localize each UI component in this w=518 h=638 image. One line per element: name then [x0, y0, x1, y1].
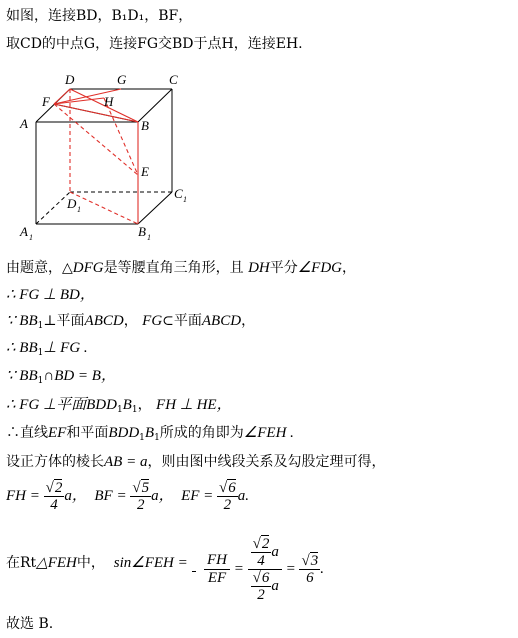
proof-line-6: ∴ FG ⊥平面$BDD_1B_1$， FH ⊥ HE， — [6, 397, 232, 415]
label-D: D — [65, 72, 75, 87]
label-A: A — [20, 116, 28, 131]
proof-line-7: ∴直线EF和平面$BDD_1B_1$所成的角即为∠FEH . — [6, 425, 294, 443]
edge-B1-C1 — [138, 192, 172, 224]
label-C: C — [169, 72, 178, 87]
seg-F-B — [54, 104, 138, 122]
label-D1: D — [67, 196, 77, 211]
label-B1-sub: 1 — [147, 233, 151, 242]
intro-line-2: 取CD的中点G，连接FG交BD于点H，连接EH. — [6, 36, 303, 52]
label-D1-sub: 1 — [77, 205, 81, 214]
label-A1: A — [20, 224, 28, 239]
conclusion-line: 故选 B. — [6, 616, 54, 632]
fraction-ef: $\frac{√6}{2}$ — [219, 480, 236, 514]
label-B: B — [141, 118, 149, 133]
label-A1-sub: 1 — [29, 233, 33, 242]
label-C1: C — [174, 186, 183, 201]
cube-figure — [14, 70, 214, 242]
fraction-fh: $\frac{√2}{4}$ — [45, 480, 63, 514]
intro-line-1: 如图，连接BD，B₁D₁，BF， — [6, 8, 193, 24]
lengths-line: FH = $\frac{√2}{4}$ a， BF = $\frac{√5}{2}$ a， EF = $\frac{√6}{2}$ a. — [6, 480, 250, 514]
label-C1-sub: 1 — [183, 195, 187, 204]
fraction-fh-over-ef — [192, 555, 196, 572]
label-H: H — [104, 94, 114, 109]
label-F: F — [42, 94, 50, 109]
seg-F-E — [54, 104, 138, 175]
fraction-bf: $\frac{√5}{2}$ — [132, 480, 150, 514]
label-G: G — [117, 72, 127, 87]
proof-line-5: ∵ $BB_1\cap BD = B$， — [6, 368, 116, 386]
edge-A1-D1 — [36, 192, 70, 224]
proof-line-3: ∵ $BB_1\perp$平面ABCD， FG⊂平面ABCD， — [6, 313, 256, 331]
proof-line-1: 由题意，△DFG是等腰直角三角形，且 DH平分∠FDG， — [6, 260, 357, 276]
label-B1: B — [138, 224, 146, 239]
rt-triangle-line: 在Rt△FEH中， sin∠FEH = — [6, 528, 196, 598]
proof-line-2: ∴ FG ⊥ BD， — [6, 287, 95, 303]
proof-line-4: ∴ $BB_1\perp$ FG . — [6, 340, 88, 358]
seg-H-E — [104, 98, 138, 175]
sin-ratio: $\frac{FH}{EF}$ = $\frac{√2}{4}$ a $\frac{√6}{2}$ a = $\frac{√3}{6}$ . — [204, 536, 324, 603]
label-E: E — [141, 164, 149, 179]
proof-line-8: 设正方体的棱长AB = a，则由图中线段关系及勾股定理可得， — [6, 454, 386, 470]
